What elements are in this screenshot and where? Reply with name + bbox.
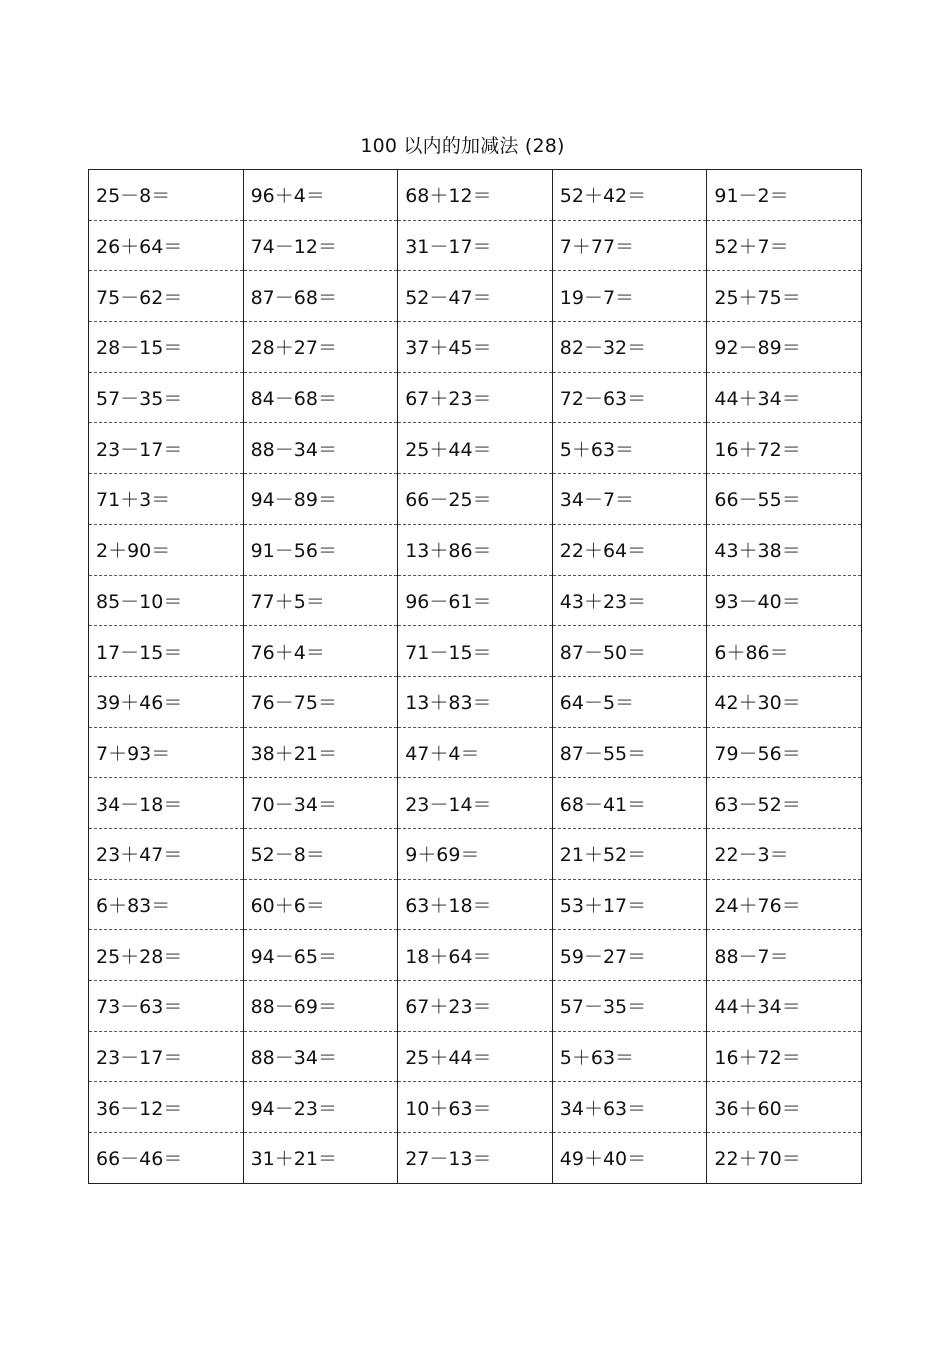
exercise-cell: 28－15＝ [89,322,244,373]
exercise-cell: 9＋69＝ [398,828,553,879]
exercise-row [89,474,862,525]
exercise-cell: 2＋90＝ [89,524,244,575]
exercise-row [89,930,862,981]
exercise-cell: 59－27＝ [552,930,707,981]
exercise-cell: 5＋63＝ [552,423,707,474]
exercise-cell: 52－8＝ [243,828,398,879]
exercise-row [89,220,862,271]
exercise-cell: 31－17＝ [398,220,553,271]
exercise-cell: 28＋27＝ [243,322,398,373]
exercise-cell: 23＋47＝ [89,828,244,879]
exercise-cell: 94－65＝ [243,930,398,981]
exercise-cell: 44＋34＝ [707,981,862,1032]
exercise-cell: 24＋76＝ [707,879,862,930]
exercise-cell: 27－13＝ [398,1133,553,1184]
exercise-row [89,423,862,474]
exercise-cell: 73－63＝ [89,981,244,1032]
exercise-cell: 79－56＝ [707,727,862,778]
exercise-cell: 47＋4＝ [398,727,553,778]
exercise-row [89,1082,862,1133]
exercise-row [89,879,862,930]
exercise-cell: 52＋7＝ [707,220,862,271]
exercise-cell: 21＋52＝ [552,828,707,879]
exercise-cell: 25＋28＝ [89,930,244,981]
exercise-cell: 88－7＝ [707,930,862,981]
exercise-cell: 96－61＝ [398,575,553,626]
exercise-cell: 93－40＝ [707,575,862,626]
exercise-cell: 66－55＝ [707,474,862,525]
exercise-cell: 43＋38＝ [707,524,862,575]
exercise-row [89,828,862,879]
exercise-cell: 26＋64＝ [89,220,244,271]
exercise-cell: 75－62＝ [89,271,244,322]
exercise-cell: 92－89＝ [707,322,862,373]
exercise-cell: 91－56＝ [243,524,398,575]
exercise-cell: 25＋44＝ [398,1031,553,1082]
exercise-cell: 94－89＝ [243,474,398,525]
exercise-row [89,1133,862,1184]
exercise-cell: 16＋72＝ [707,423,862,474]
exercise-cell: 94－23＝ [243,1082,398,1133]
exercise-table [88,169,862,1184]
exercise-cell: 82－32＝ [552,322,707,373]
exercise-row [89,170,862,221]
exercise-cell: 36－12＝ [89,1082,244,1133]
exercise-cell: 6＋83＝ [89,879,244,930]
exercise-cell: 60＋6＝ [243,879,398,930]
exercise-cell: 88－34＝ [243,423,398,474]
exercise-cell: 67＋23＝ [398,981,553,1032]
exercise-cell: 22＋70＝ [707,1133,862,1184]
exercise-cell: 66－25＝ [398,474,553,525]
exercise-cell: 25－8＝ [89,170,244,221]
exercise-table-body [89,170,862,1184]
exercise-row [89,727,862,778]
exercise-cell: 96＋4＝ [243,170,398,221]
exercise-cell: 36＋60＝ [707,1082,862,1133]
exercise-row [89,271,862,322]
exercise-cell: 68＋12＝ [398,170,553,221]
exercise-cell: 57－35＝ [89,372,244,423]
exercise-cell: 88－69＝ [243,981,398,1032]
exercise-row [89,575,862,626]
exercise-cell: 84－68＝ [243,372,398,423]
exercise-row [89,626,862,677]
exercise-cell: 34－7＝ [552,474,707,525]
exercise-cell: 76－75＝ [243,676,398,727]
exercise-cell: 16＋72＝ [707,1031,862,1082]
exercise-cell: 17－15＝ [89,626,244,677]
exercise-cell: 85－10＝ [89,575,244,626]
exercise-cell: 13＋86＝ [398,524,553,575]
exercise-cell: 31＋21＝ [243,1133,398,1184]
exercise-cell: 25＋75＝ [707,271,862,322]
exercise-cell: 23－17＝ [89,423,244,474]
exercise-cell: 72－63＝ [552,372,707,423]
exercise-cell: 34－18＝ [89,778,244,829]
exercise-cell: 22－3＝ [707,828,862,879]
exercise-row [89,981,862,1032]
exercise-cell: 68－41＝ [552,778,707,829]
exercise-cell: 34＋63＝ [552,1082,707,1133]
exercise-cell: 87－55＝ [552,727,707,778]
exercise-cell: 13＋83＝ [398,676,553,727]
exercise-cell: 70－34＝ [243,778,398,829]
exercise-row [89,372,862,423]
exercise-cell: 38＋21＝ [243,727,398,778]
exercise-cell: 18＋64＝ [398,930,553,981]
exercise-cell: 10＋63＝ [398,1082,553,1133]
exercise-row [89,322,862,373]
exercise-cell: 42＋30＝ [707,676,862,727]
exercise-cell: 91－2＝ [707,170,862,221]
exercise-cell: 76＋4＝ [243,626,398,677]
exercise-cell: 22＋64＝ [552,524,707,575]
exercise-cell: 43＋23＝ [552,575,707,626]
exercise-cell: 53＋17＝ [552,879,707,930]
exercise-cell: 6＋86＝ [707,626,862,677]
exercise-cell: 37＋45＝ [398,322,553,373]
exercise-cell: 71－15＝ [398,626,553,677]
exercise-cell: 67＋23＝ [398,372,553,423]
exercise-cell: 87－50＝ [552,626,707,677]
exercise-cell: 88－34＝ [243,1031,398,1082]
exercise-row [89,524,862,575]
exercise-cell: 39＋46＝ [89,676,244,727]
exercise-cell: 71＋3＝ [89,474,244,525]
exercise-cell: 49＋40＝ [552,1133,707,1184]
exercise-cell: 64－5＝ [552,676,707,727]
exercise-cell: 44＋34＝ [707,372,862,423]
exercise-row [89,778,862,829]
exercise-cell: 74－12＝ [243,220,398,271]
exercise-cell: 57－35＝ [552,981,707,1032]
exercise-cell: 63－52＝ [707,778,862,829]
exercise-row [89,676,862,727]
exercise-cell: 52＋42＝ [552,170,707,221]
exercise-cell: 5＋63＝ [552,1031,707,1082]
exercise-row [89,1031,862,1082]
exercise-cell: 7＋93＝ [89,727,244,778]
exercise-cell: 23－14＝ [398,778,553,829]
exercise-cell: 77＋5＝ [243,575,398,626]
exercise-cell: 19－7＝ [552,271,707,322]
exercise-cell: 7＋77＝ [552,220,707,271]
exercise-cell: 63＋18＝ [398,879,553,930]
page-title: 100 以内的加减法 (28) [360,135,565,157]
exercise-cell: 66－46＝ [89,1133,244,1184]
exercise-cell: 87－68＝ [243,271,398,322]
exercise-cell: 23－17＝ [89,1031,244,1082]
exercise-cell: 25＋44＝ [398,423,553,474]
exercise-cell: 52－47＝ [398,271,553,322]
